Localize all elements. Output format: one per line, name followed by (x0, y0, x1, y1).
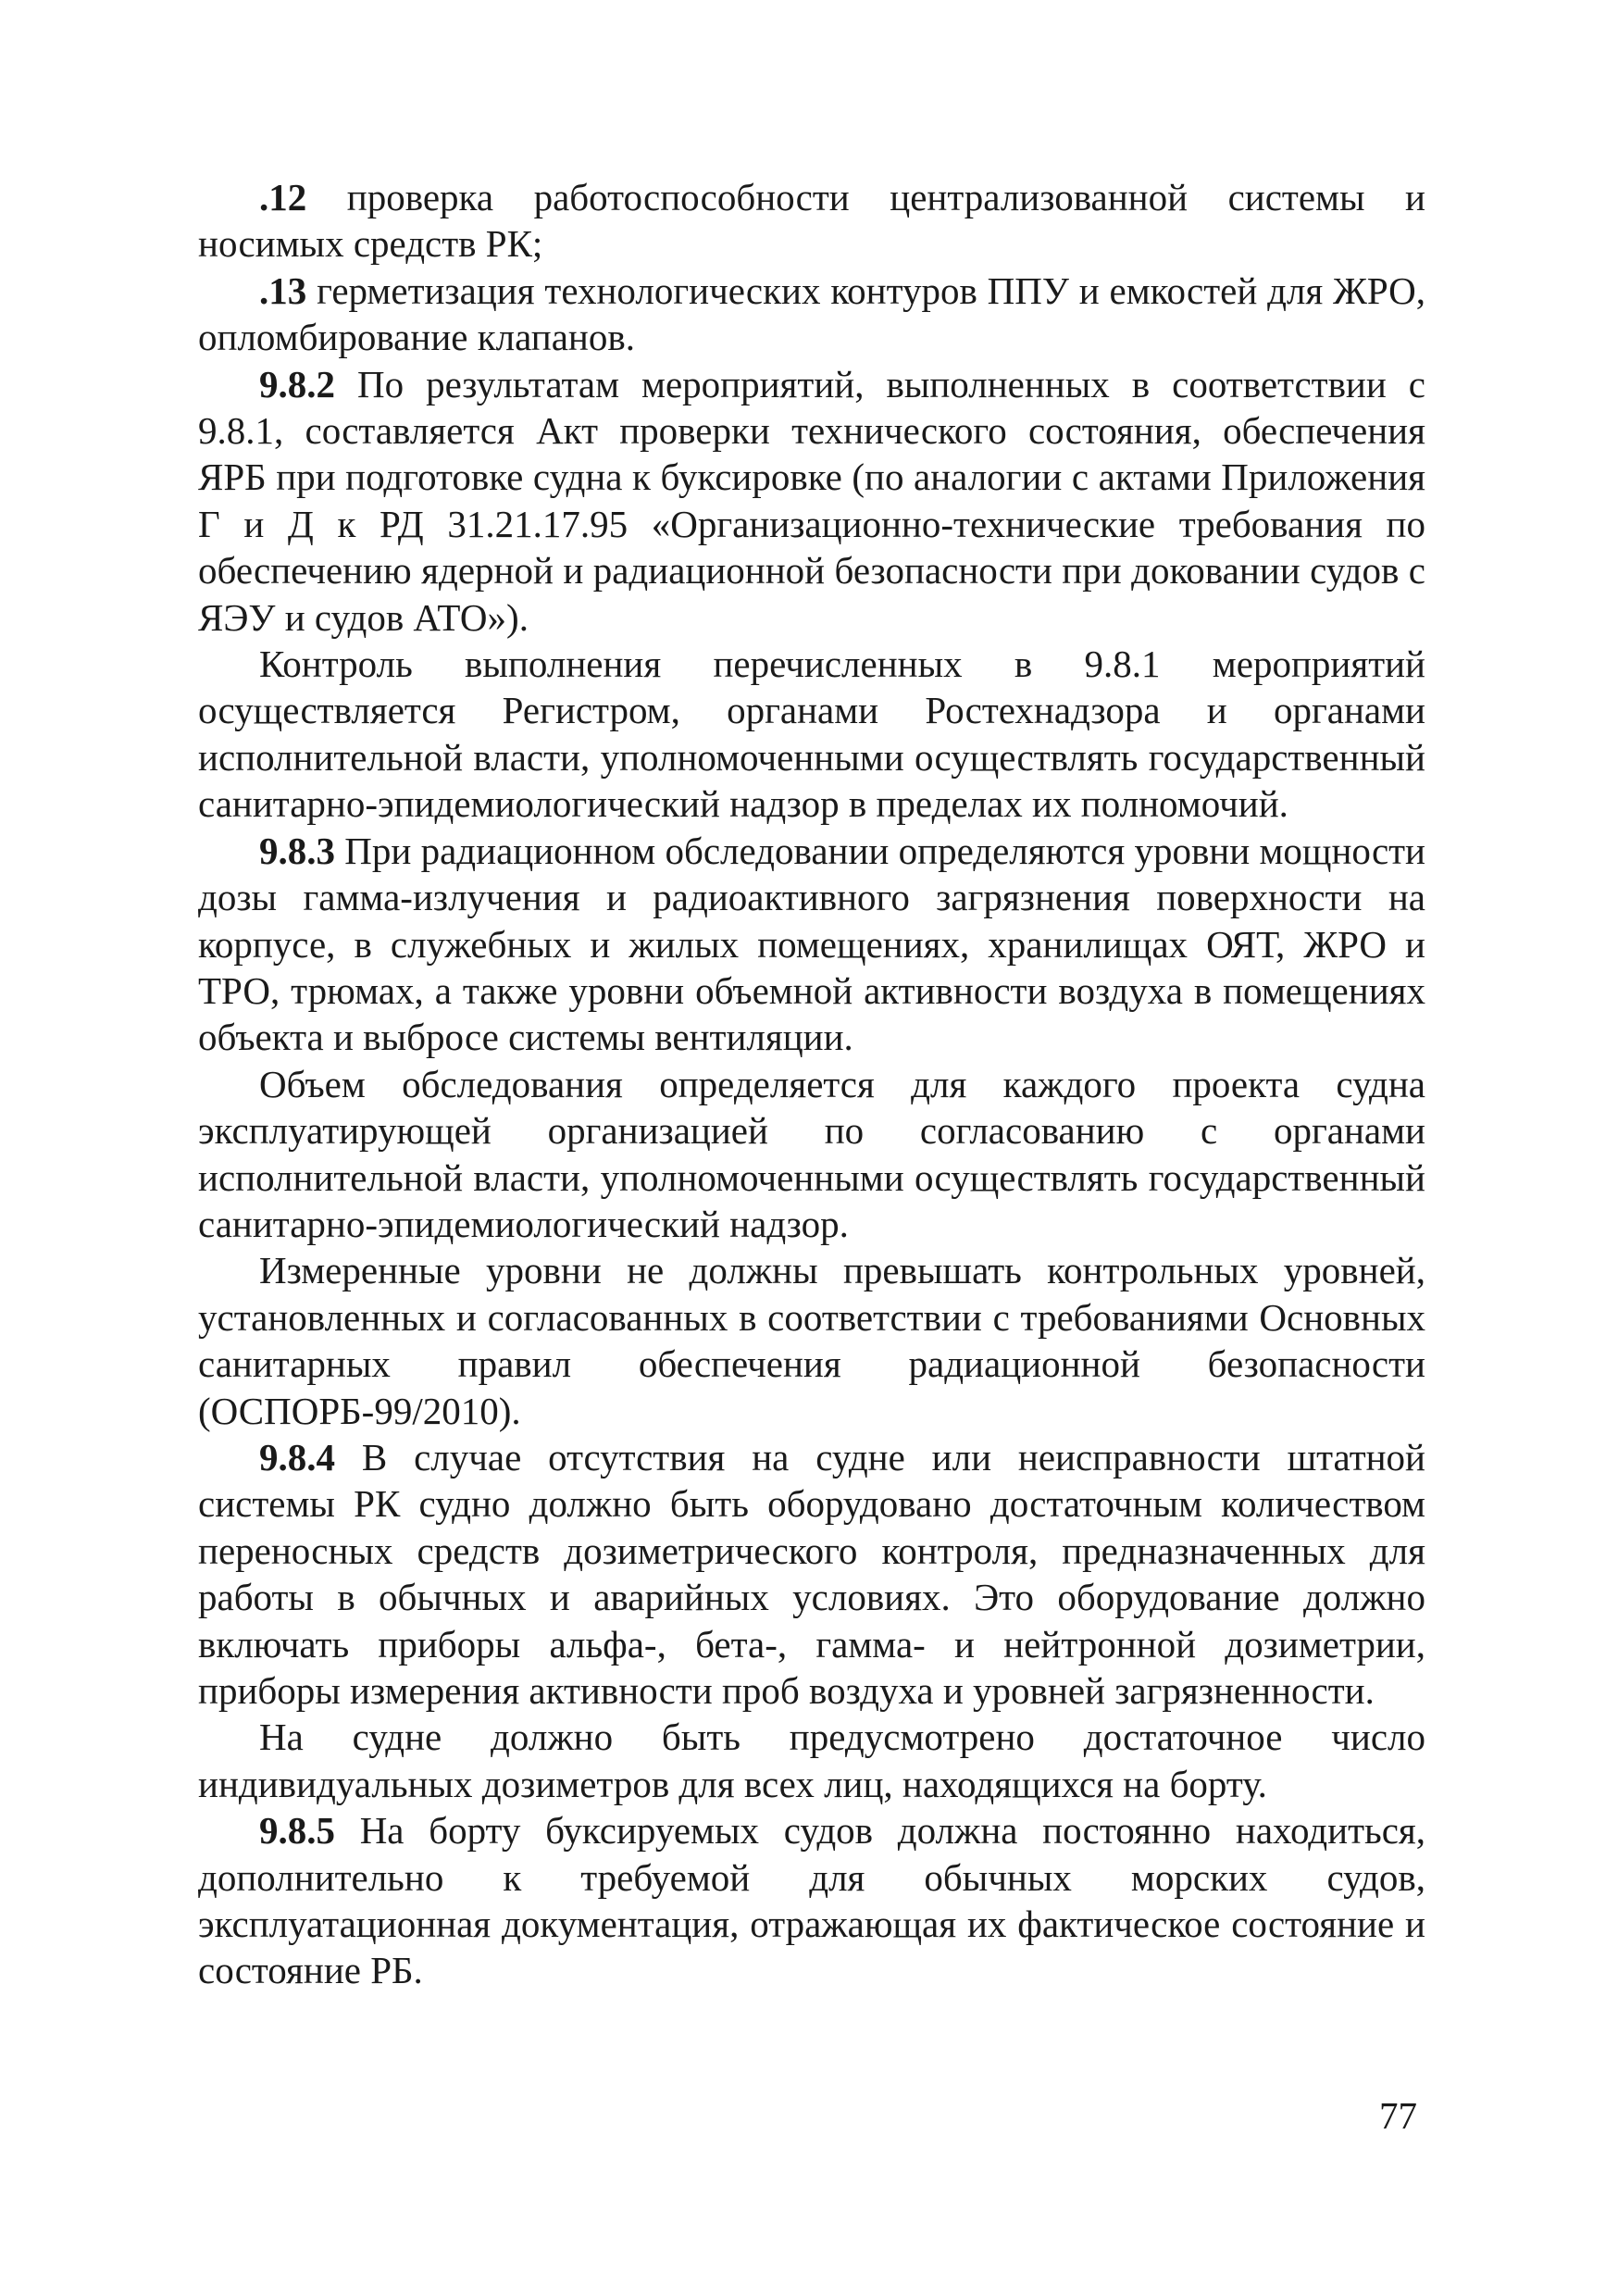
section-9-8-5 (198, 1807, 1425, 1994)
paragraph-control (198, 641, 1425, 828)
item-13 (198, 268, 1425, 361)
item-number: .12 (259, 176, 307, 218)
section-text: По результатам мероприятий, выполненных в соответствии с 9.8.1, составляется Акт проверки технического состояния, обеспечения ЯРБ при подготовке судна к буксировке (по аналогии с актами Приложения Г и Д к РД 31.21.17.95 «Организационно-технические требования по обеспечению ядерной и радиационной безопасности при доковании судов с ЯЭУ и судов АТО»). (198, 362, 1425, 639)
page-body (198, 174, 1425, 1994)
paragraph-dosimeters (198, 1714, 1425, 1807)
section-9-8-3 (198, 828, 1425, 1061)
section-number: 9.8.5 (259, 1809, 335, 1853)
paragraph-survey-scope (198, 1061, 1425, 1248)
section-number: 9.8.3 (259, 829, 335, 872)
paragraph-text: Контроль выполнения перечисленных в 9.8.1 мероприятий осуществляется Регистром, органами Ростехнадзора и органами исполнительной власти, уполномоченными осуществлять государственный санитарно-эпидемиологический надзор в пределах их полномочий. (198, 643, 1425, 826)
section-number: 9.8.2 (259, 362, 335, 406)
section-text: В случае отсутствия на судне или неисправности штатной системы РК судно должно быть оборудовано достаточным количеством переносных средств дозиметрического контроля, предназначенных для работы в обычных и аварийных условиях. Это оборудование должно включать приборы альфа-, бета-, гамма- и нейтронной дозиметрии, приборы измерения активности проб воздуха и уровней загрязненности. (198, 1435, 1425, 1712)
paragraph-text: Измеренные уровни не должны превышать контрольных уровней, установленных и согласованных в соответствии с требованиями Основных санитарных правил обеспечения радиационной безопасности (ОСПОРБ-99/2010). (198, 1249, 1425, 1432)
section-text: При радиационном обследовании определяются уровни мощности дозы гамма-излучения и радиоактивного загрязнения поверхности на корпусе, в служебных и жилых помещениях, хранилищах ОЯТ, ЖРО и ТРО, трюмах, а также уровни объемной активности воздуха в помещениях объекта и выбросе системы вентиляции. (198, 829, 1425, 1059)
page-number: 77 (1379, 2094, 1417, 2137)
item-text: герметизация технологических контуров ППУ и емкостей для ЖРО, опломбирование клапанов. (198, 268, 1425, 359)
paragraph-text: На судне должно быть предусмотрено достаточное число индивидуальных дозиметров для всех лиц, находящихся на борту. (198, 1716, 1425, 1805)
section-9-8-4 (198, 1434, 1425, 1714)
item-12 (198, 174, 1425, 268)
paragraph-text: Объем обследования определяется для каждого проекта судна эксплуатирующей организацией по согласованию с органами исполнительной власти, уполномоченными осуществлять государственный санитарно-эпидемиологический надзор. (198, 1062, 1425, 1245)
section-9-8-2 (198, 361, 1425, 641)
paragraph-measured-levels (198, 1247, 1425, 1434)
section-text: На борту буксируемых судов должна постоянно находиться, дополнительно к требуемой для обычных морских судов, эксплуатационная документация, отражающая их фактическое состояние и состояние РБ. (198, 1809, 1425, 1992)
item-text: проверка работоспособности централизованной системы и носимых средств РК; (198, 176, 1425, 266)
item-number: .13 (259, 268, 307, 312)
section-number: 9.8.4 (259, 1435, 335, 1479)
